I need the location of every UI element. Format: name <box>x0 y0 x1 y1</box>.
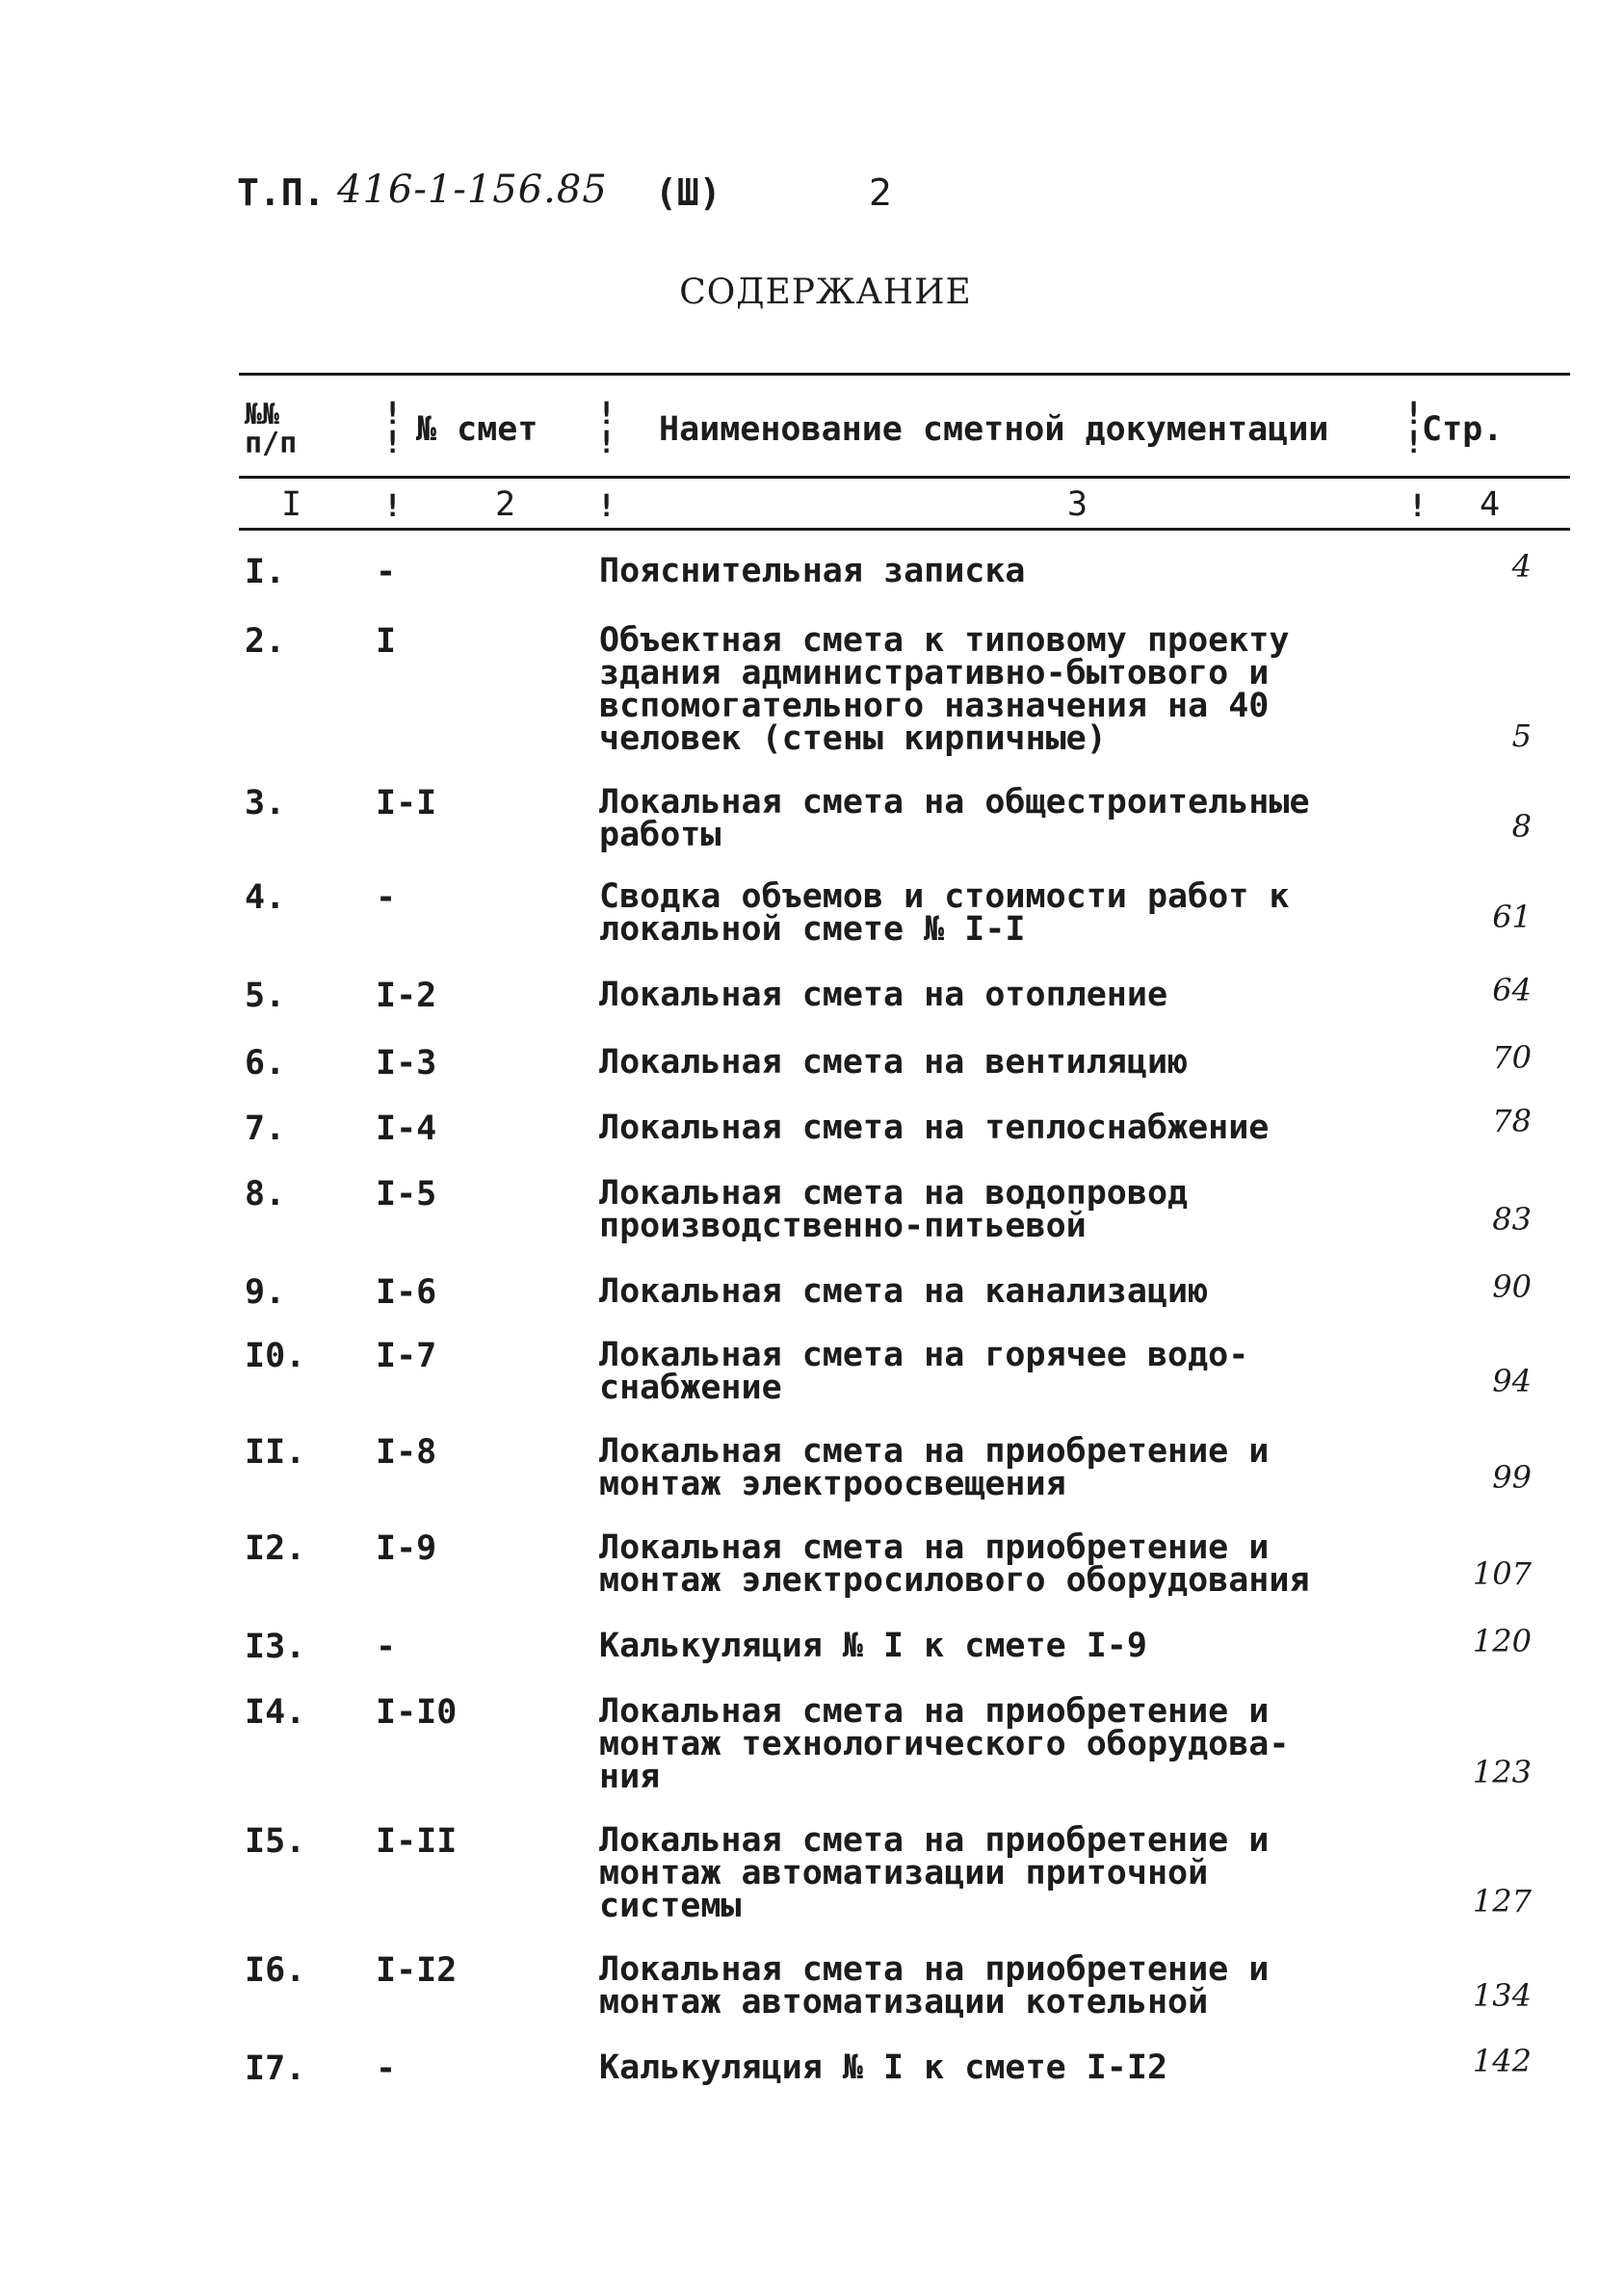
table-header-rule <box>239 476 1570 479</box>
row-name <box>599 783 1310 854</box>
row-name <box>599 1528 1310 1600</box>
row-name-line: Пояснительная записка <box>599 552 1026 590</box>
column-separator: ! <box>1404 424 1424 460</box>
row-page: 83 <box>1492 1201 1532 1238</box>
row-name-line: Локальная смета на приобретение и <box>599 1528 1270 1567</box>
page-number: 2 <box>869 171 893 214</box>
row-estimate: I-7 <box>376 1337 437 1375</box>
row-name-line: Локальная смета на горячее водо- <box>599 1336 1249 1374</box>
row-estimate: - <box>376 2049 397 2088</box>
row-name <box>599 1272 1209 1311</box>
row-name-line: Сводка объемов и стоимости работ к <box>599 877 1290 916</box>
row-name-line: локальной смете № I-I <box>599 910 1026 949</box>
row-name-line: Локальная смета на отопление <box>599 976 1168 1014</box>
row-name <box>599 1043 1189 1082</box>
row-number: 4. <box>245 878 286 917</box>
row-name-line: снабжение <box>599 1369 782 1407</box>
row-estimate: I-8 <box>376 1433 437 1472</box>
row-estimate: I-II <box>376 1822 458 1861</box>
column-separator: ! <box>1404 395 1424 431</box>
row-name-line: монтаж автоматизации приточной <box>599 1854 1209 1892</box>
row-page: 107 <box>1472 1555 1532 1592</box>
row-name <box>599 621 1290 758</box>
row-estimate: I-I0 <box>376 1693 458 1732</box>
column-number-4: 4 <box>1480 485 1501 524</box>
column-header-number <box>245 398 298 460</box>
table-top-rule <box>239 373 1570 376</box>
column-header-number-line1: №№ <box>245 398 280 431</box>
row-name-line: Калькуляция № I к смете I-I2 <box>599 2048 1168 2087</box>
column-header-name: Наименование сметной документации <box>659 410 1329 449</box>
row-estimate: I-I2 <box>376 1951 458 1990</box>
row-page: 127 <box>1472 1883 1532 1919</box>
row-name-line: Локальная смета на приобретение и <box>599 1432 1270 1471</box>
column-separator: ! <box>597 424 616 460</box>
row-name-line: Калькуляция № I к смете I-9 <box>599 1627 1147 1665</box>
row-estimate: I-5 <box>376 1175 437 1213</box>
column-separator: ! <box>383 487 403 524</box>
row-number: 9. <box>245 1273 286 1312</box>
row-name-line: монтаж электроосвещения <box>599 1465 1066 1503</box>
row-name <box>599 1950 1270 2022</box>
row-name-line: монтаж электросилового оборудования <box>599 1561 1310 1600</box>
row-name-line: Локальная смета на приобретение и <box>599 1692 1270 1731</box>
row-name-line: Локальная смета на приобретение и <box>599 1821 1270 1860</box>
row-name-line: Локальная смета на теплоснабжение <box>599 1109 1270 1147</box>
row-number: II. <box>245 1433 306 1472</box>
column-separator: ! <box>383 424 403 460</box>
row-number: I5. <box>245 1822 306 1861</box>
row-number: 5. <box>245 977 286 1015</box>
row-name-line: Локальная смета на вентиляцию <box>599 1043 1189 1082</box>
row-number: 2. <box>245 622 286 661</box>
row-number: I2. <box>245 1529 306 1568</box>
row-name <box>599 877 1290 949</box>
column-header-number-line2: п/п <box>245 427 298 460</box>
row-estimate: I-2 <box>376 977 437 1015</box>
row-name-line: системы <box>599 1887 742 1925</box>
column-header-page: Стр. <box>1422 410 1504 449</box>
column-separator: ! <box>597 487 616 524</box>
row-name-line: Локальная смета на канализацию <box>599 1272 1209 1311</box>
row-page: 78 <box>1492 1103 1532 1139</box>
row-page: 99 <box>1492 1459 1532 1496</box>
row-page: 61 <box>1492 899 1532 935</box>
row-page: 70 <box>1492 1039 1532 1076</box>
row-estimate: I-3 <box>376 1044 437 1083</box>
row-estimate: I-I <box>376 784 437 822</box>
row-name-line: человек (стены кирпичные) <box>599 719 1107 758</box>
column-separator: ! <box>383 395 403 431</box>
row-page: 94 <box>1492 1363 1532 1399</box>
row-name <box>599 1109 1270 1147</box>
row-name <box>599 1336 1249 1407</box>
row-number: I7. <box>245 2049 306 2088</box>
row-estimate: I-4 <box>376 1109 437 1148</box>
row-name-line: Локальная смета на приобретение и <box>599 1950 1270 1989</box>
column-number-3: 3 <box>1067 485 1088 524</box>
row-number: I3. <box>245 1628 306 1666</box>
row-number: I. <box>245 553 286 591</box>
row-name <box>599 1174 1189 1245</box>
row-estimate: - <box>376 878 397 917</box>
row-name <box>599 552 1026 590</box>
row-name-line: вспомогательного назначения на 40 <box>599 687 1270 725</box>
column-number-2: 2 <box>495 485 516 524</box>
row-page: 90 <box>1492 1268 1532 1305</box>
row-page: 4 <box>1511 548 1532 585</box>
row-name <box>599 976 1168 1014</box>
row-number: 3. <box>245 784 286 822</box>
row-number: I4. <box>245 1693 306 1732</box>
row-name <box>599 1627 1147 1665</box>
row-name-line: ния <box>599 1758 661 1796</box>
row-name-line: Локальная смета на общестроительные <box>599 783 1310 822</box>
row-name <box>599 1692 1290 1796</box>
row-number: 7. <box>245 1109 286 1148</box>
row-page: 123 <box>1472 1754 1532 1790</box>
row-name-line: монтаж автоматизации котельной <box>599 1983 1209 2022</box>
column-separator: ! <box>1408 487 1428 524</box>
row-page: 5 <box>1511 718 1532 754</box>
row-name <box>599 1821 1270 1925</box>
row-name-line: здания административно-бытового и <box>599 654 1270 692</box>
row-estimate: I-9 <box>376 1529 437 1568</box>
row-name-line: Локальная смета на водопровод <box>599 1174 1189 1213</box>
row-number: I0. <box>245 1337 306 1375</box>
row-name-line: монтаж технологического оборудова- <box>599 1725 1290 1763</box>
column-number-1: I <box>281 485 302 524</box>
row-page: 8 <box>1511 808 1532 845</box>
row-name-line: Объектная смета к типовому проекту <box>599 621 1290 660</box>
row-name <box>599 2048 1168 2087</box>
column-header-estimate: № смет <box>416 410 538 449</box>
row-name-line: производственно-питьевой <box>599 1207 1087 1245</box>
row-page: 134 <box>1472 1977 1532 2014</box>
row-page: 142 <box>1472 2043 1532 2079</box>
row-page: 64 <box>1492 972 1532 1008</box>
header-label: Т.П. <box>237 171 326 214</box>
page-title: СОДЕРЖАНИЕ <box>679 273 972 312</box>
row-number: I6. <box>245 1951 306 1990</box>
row-page: 120 <box>1472 1623 1532 1659</box>
table-numbers-rule <box>239 528 1570 531</box>
project-suffix: (Ш) <box>655 171 721 214</box>
row-name <box>599 1432 1270 1503</box>
row-estimate: - <box>376 553 397 591</box>
row-estimate: I <box>376 622 397 661</box>
row-number: 8. <box>245 1175 286 1213</box>
row-estimate: - <box>376 1628 397 1666</box>
project-code: 416-1-156.85 <box>337 168 608 212</box>
row-estimate: I-6 <box>376 1273 437 1312</box>
column-separator: ! <box>597 395 616 431</box>
row-number: 6. <box>245 1044 286 1083</box>
row-name-line: работы <box>599 816 721 854</box>
